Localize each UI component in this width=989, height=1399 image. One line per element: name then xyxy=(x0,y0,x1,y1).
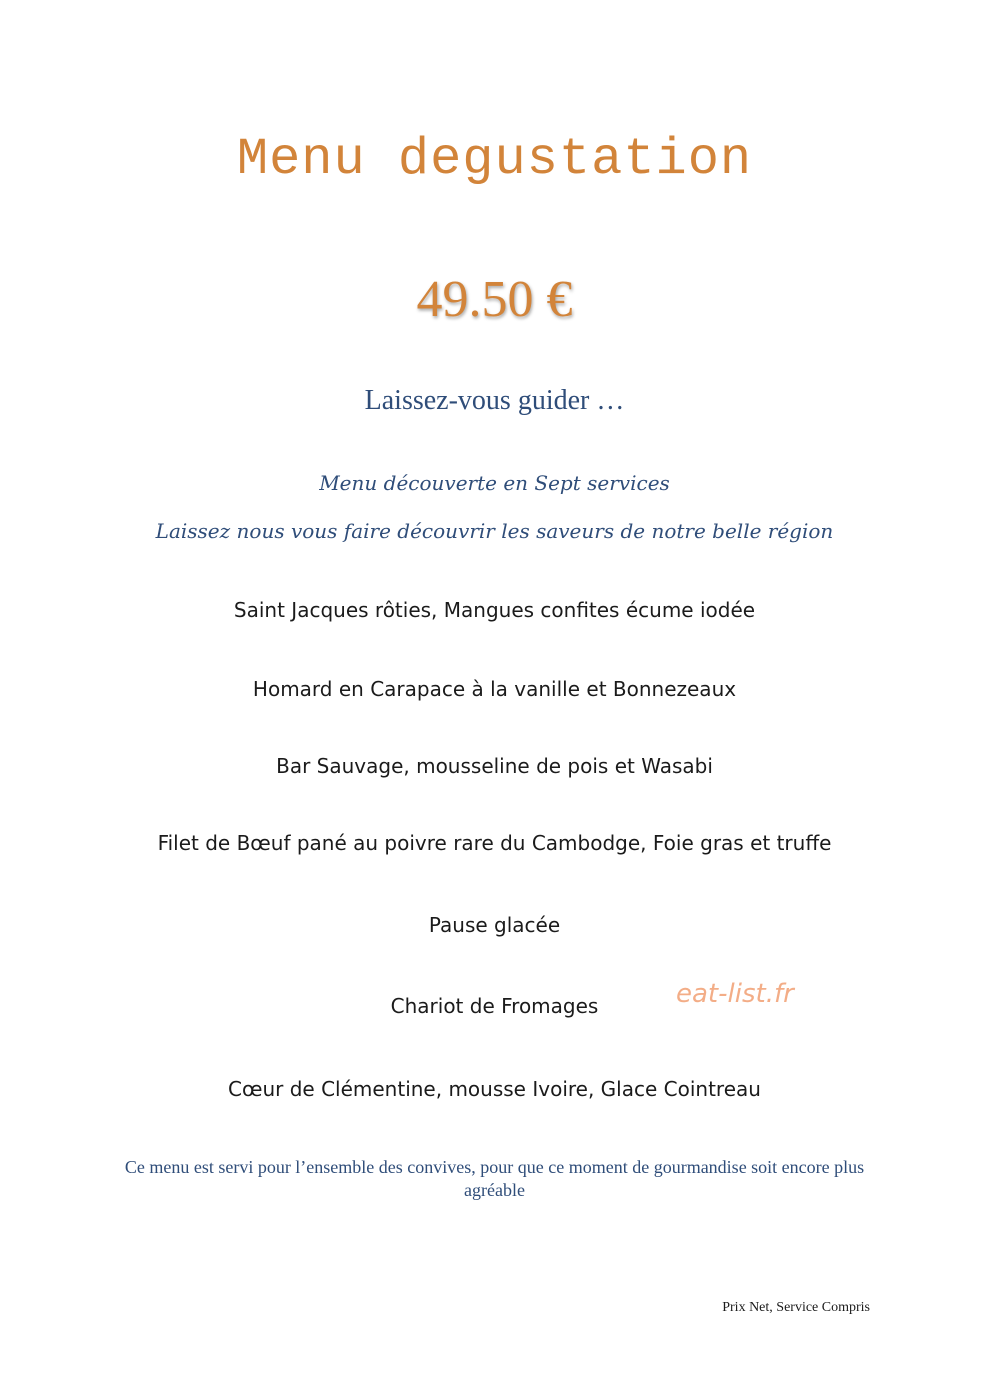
dish-item: Filet de Bœuf pané au poivre rare du Cambodge, Foie gras et truffe xyxy=(157,831,832,855)
menu-subtitle-services: Menu découverte en Sept services xyxy=(319,471,670,495)
menu-tagline: Laissez-vous guider … xyxy=(364,385,625,416)
dish-item: Cœur de Clémentine, mousse Ivoire, Glace Cointreau xyxy=(228,1077,761,1101)
dish-item: Chariot de Fromages xyxy=(390,994,599,1018)
menu-subtitle-region: Laissez nous vous faire découvrir les saveurs de notre belle région xyxy=(155,519,834,543)
menu-price: 49.50 € xyxy=(416,271,573,328)
watermark-text: eat-list.fr xyxy=(676,979,794,1009)
price-note: Prix Net, Service Compris xyxy=(722,1300,870,1315)
dish-item: Pause glacée xyxy=(428,913,561,937)
dish-item: Saint Jacques rôties, Mangues confites écume iodée xyxy=(233,598,756,622)
dish-item: Homard en Carapace à la vanille et Bonnezeaux xyxy=(252,677,737,701)
menu-service-note: Ce menu est servi pour l’ensemble des convives, pour que ce moment de gourmandise soit encore plus agréable xyxy=(124,1157,865,1200)
dish-item: Bar Sauvage, mousseline de pois et Wasabi xyxy=(276,754,713,778)
menu-title: Menu degustation xyxy=(236,130,753,189)
